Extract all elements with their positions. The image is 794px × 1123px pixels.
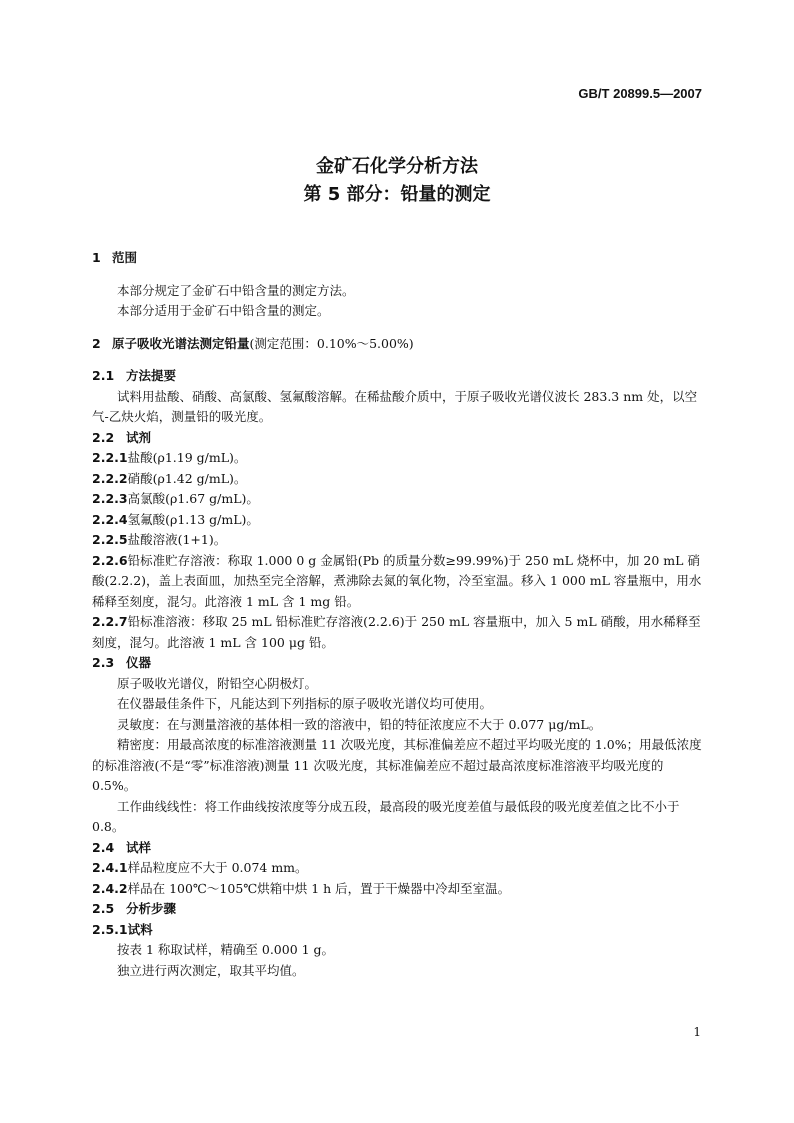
section-1-heading	[92, 248, 704, 269]
section-number: 2.1	[92, 368, 115, 383]
paragraph: 本部分适用于金矿石中铅含量的测定。	[117, 303, 330, 318]
list-item	[92, 612, 704, 653]
paragraph: 本部分规定了金矿石中铅含量的测定方法。	[117, 282, 355, 298]
section-2-3-heading	[92, 653, 704, 674]
item-number: 2.2.3	[92, 491, 128, 506]
section-number: 2.2	[92, 429, 115, 445]
section-number: 2.5	[92, 901, 115, 916]
list-item	[92, 858, 704, 879]
item-number: 2.2.1	[92, 450, 128, 465]
item-text: 盐酸(ρ1.19 g/mL)。	[127, 450, 247, 465]
section-title: 原子吸收光谱法测定铅量	[112, 335, 250, 351]
list-item	[92, 469, 704, 490]
section-title: 仪器	[126, 655, 152, 670]
list-item	[92, 551, 704, 613]
section-2-heading	[92, 334, 704, 355]
item-number: 2.4.2	[92, 880, 128, 896]
item-text: 盐酸溶液(1+1)。	[127, 532, 227, 547]
paragraph: 在仪器最佳条件下，凡能达到下列指标的原子吸收光谱仪均可使用。	[117, 696, 493, 711]
section-2-2-heading	[92, 428, 704, 449]
section-number: 2	[92, 335, 101, 351]
document-body	[92, 248, 704, 981]
measurement-range-note: (测定范围：0.10%～5.00%)	[249, 335, 414, 351]
document-title: 金矿石化学分析方法	[316, 156, 478, 177]
list-item	[92, 510, 704, 531]
item-text: 硝酸(ρ1.42 g/mL)。	[127, 470, 247, 486]
section-2-1-heading	[92, 366, 704, 387]
paragraph: 试料用盐酸、硝酸、高氯酸、氢氟酸溶解。在稀盐酸介质中，于原子吸收光谱仪波长 283.3 nm 处，以空气-乙炔火焰，测量铅的吸光度。	[92, 388, 698, 424]
section-title: 试料	[127, 921, 153, 937]
list-item	[92, 448, 704, 469]
paragraph: 灵敏度：在与测量溶液的基体相一致的溶液中，铅的特征浓度应不大于 0.077 μg/mL。	[117, 716, 602, 732]
section-2-4-heading	[92, 838, 704, 859]
item-number: 2.2.5	[92, 532, 128, 547]
item-text: 样品粒度应不大于 0.074 mm。	[127, 860, 308, 875]
item-number: 2.2.6	[92, 552, 128, 568]
item-text: 氢氟酸(ρ1.13 g/mL)。	[127, 511, 259, 527]
section-number: 2.5.1	[92, 921, 128, 937]
paragraph: 独立进行两次测定，取其平均值。	[117, 962, 305, 978]
section-2-5-1-heading	[92, 920, 704, 941]
list-item	[92, 489, 704, 510]
document-subtitle: 第 5 部分：铅量的测定	[303, 184, 491, 205]
page-number: 1	[693, 1025, 701, 1039]
item-text: 高氯酸(ρ1.67 g/mL)。	[127, 491, 259, 506]
item-number: 2.4.1	[92, 860, 128, 875]
standard-number: GB/T 20899.5—2007	[578, 86, 702, 101]
paragraph: 原子吸收光谱仪，附铅空心阴极灯。	[117, 675, 318, 691]
section-number: 2.4	[92, 839, 115, 855]
paragraph: 工作曲线线性：将工作曲线按浓度等分成五段，最高段的吸光度差值与最低段的吸光度差值之比不小于 0.8。	[92, 798, 680, 834]
section-number: 2.3	[92, 655, 115, 670]
item-text: 样品在 100℃～105℃烘箱中烘 1 h 后，置于干燥器中冷却至室温。	[127, 880, 511, 896]
item-text: 铅标准贮存溶液：称取 1.000 0 g 金属铅(Pb 的质量分数≥99.99%)于 250 mL 烧杯中，加 20 mL 硝酸(2.2.2)，盖上表面皿，加热至完全溶解，煮沸除去氮的氧化物，冷至室温。移入 1 000 mL 容量瓶中，用水稀释至刻度，混匀。此溶液 1 mL 含 1 mg 铅。	[92, 552, 702, 609]
section-title: 分析步骤	[126, 901, 177, 916]
list-item	[92, 879, 704, 900]
section-2-5-heading	[92, 899, 704, 920]
item-number: 2.2.7	[92, 614, 128, 629]
section-title: 方法提要	[126, 368, 177, 383]
item-number: 2.2.2	[92, 470, 128, 486]
section-title: 试样	[126, 839, 152, 855]
paragraph: 精密度：用最高浓度的标准溶液测量 11 次吸光度，其标准偏差应不超过平均吸光度的 1.0%；用最低浓度的标准溶液(不是“零”标准溶液)测量 11 次吸光度，其标准偏差应不超过最高浓度标准溶液平均吸光度的 0.5%。	[92, 737, 702, 793]
item-text: 铅标准溶液：移取 25 mL 铅标准贮存溶液(2.2.6)于 250 mL 容量瓶中，加入 5 mL 硝酸，用水稀释至刻度，混匀。此溶液 1 mL 含 100 μg 铅。	[92, 614, 701, 650]
item-number: 2.2.4	[92, 511, 128, 527]
section-title: 试剂	[126, 429, 152, 445]
paragraph: 按表 1 称取试样，精确至 0.000 1 g。	[117, 942, 335, 957]
section-title: 范围	[112, 250, 138, 265]
list-item	[92, 530, 704, 551]
section-number: 1	[92, 250, 101, 265]
